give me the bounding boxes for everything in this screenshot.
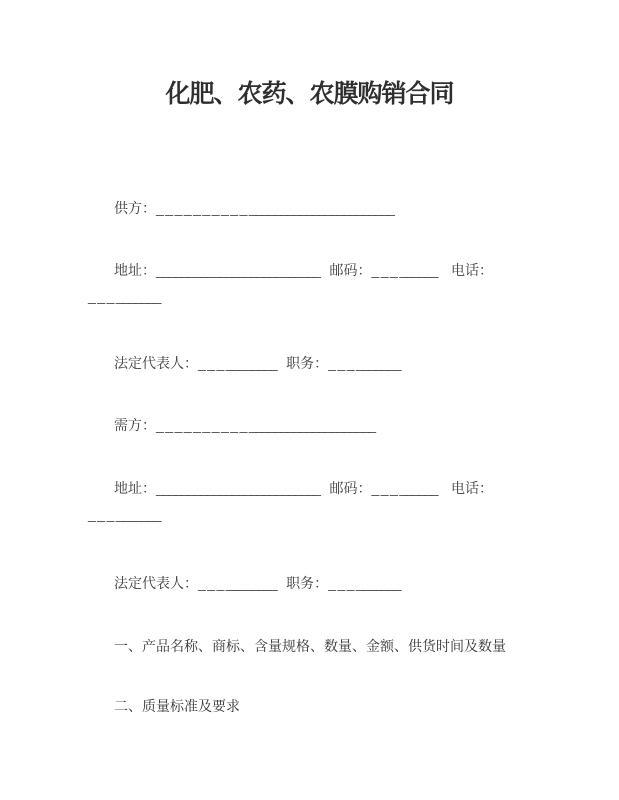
buyer-phone-blank-solid: _______ — [115, 506, 160, 522]
buyer-rep-blank-solid: ________ — [225, 575, 277, 591]
document-title: 化肥、农药、农膜购销合同 — [165, 81, 454, 108]
supplier-phone-label: 电话： — [451, 262, 494, 278]
supplier-phone-continuation — [88, 288, 160, 304]
supplier-blank-solid: _______________________ — [248, 200, 394, 216]
buyer-address-line — [114, 480, 493, 496]
buyer-phone-continuation — [88, 506, 160, 522]
supplier-postal-blank-dashed: ___ — [371, 262, 400, 278]
supplier-rep-blank-dashed: ___ — [198, 355, 226, 371]
supplier-position-label: 职务： — [286, 355, 329, 371]
buyer-postal-blank-dashed: ___ — [371, 480, 400, 496]
buyer-postal-blank-solid: ______ — [399, 480, 438, 496]
buyer-rep-label: 法定代表人： — [114, 575, 198, 591]
supplier-postal-blank-solid: ______ — [399, 262, 438, 278]
buyer-postal-label: 邮码： — [329, 480, 372, 496]
buyer-phone-blank-dashed: ___ — [88, 506, 116, 522]
supplier-rep-blank-solid: ________ — [225, 355, 277, 371]
buyer-representative-line — [114, 575, 400, 591]
supplier-address-blank: __________________________ — [156, 262, 320, 278]
supplier-address-label: 地址： — [114, 262, 156, 278]
supplier-rep-label: 法定代表人： — [114, 355, 198, 371]
buyer-address-label: 地址： — [114, 480, 156, 496]
buyer-address-blank: __________________________ — [156, 480, 320, 496]
supplier-address-line — [114, 262, 493, 278]
supplier-postal-label: 邮码： — [329, 262, 372, 278]
buyer-line — [114, 417, 375, 433]
supplier-label: 供方： — [114, 200, 156, 216]
buyer-position-blank-dashed: ___ — [328, 575, 357, 591]
buyer-blank-dashed: __________ — [156, 417, 249, 433]
buyer-position-blank-solid: _______ — [356, 575, 401, 591]
supplier-phone-blank-dashed: ___ — [88, 288, 116, 304]
supplier-blank-dashed: __________ — [156, 200, 249, 216]
section-heading-2: 二、质量标准及要求 — [114, 698, 240, 714]
supplier-position-blank-solid: _______ — [356, 355, 401, 371]
supplier-position-blank-dashed: ___ — [328, 355, 357, 371]
buyer-label: 需方： — [114, 417, 156, 433]
buyer-blank-solid: ____________________ — [248, 417, 375, 433]
supplier-representative-line — [114, 355, 400, 371]
supplier-line — [114, 200, 393, 216]
buyer-position-label: 职务： — [286, 575, 329, 591]
section-heading-1: 一、产品名称、商标、含量规格、数量、金额、供货时间及数量 — [114, 638, 506, 654]
supplier-phone-blank-solid: _______ — [115, 288, 160, 304]
buyer-rep-blank-dashed: ___ — [198, 575, 226, 591]
buyer-phone-label: 电话： — [451, 480, 494, 496]
